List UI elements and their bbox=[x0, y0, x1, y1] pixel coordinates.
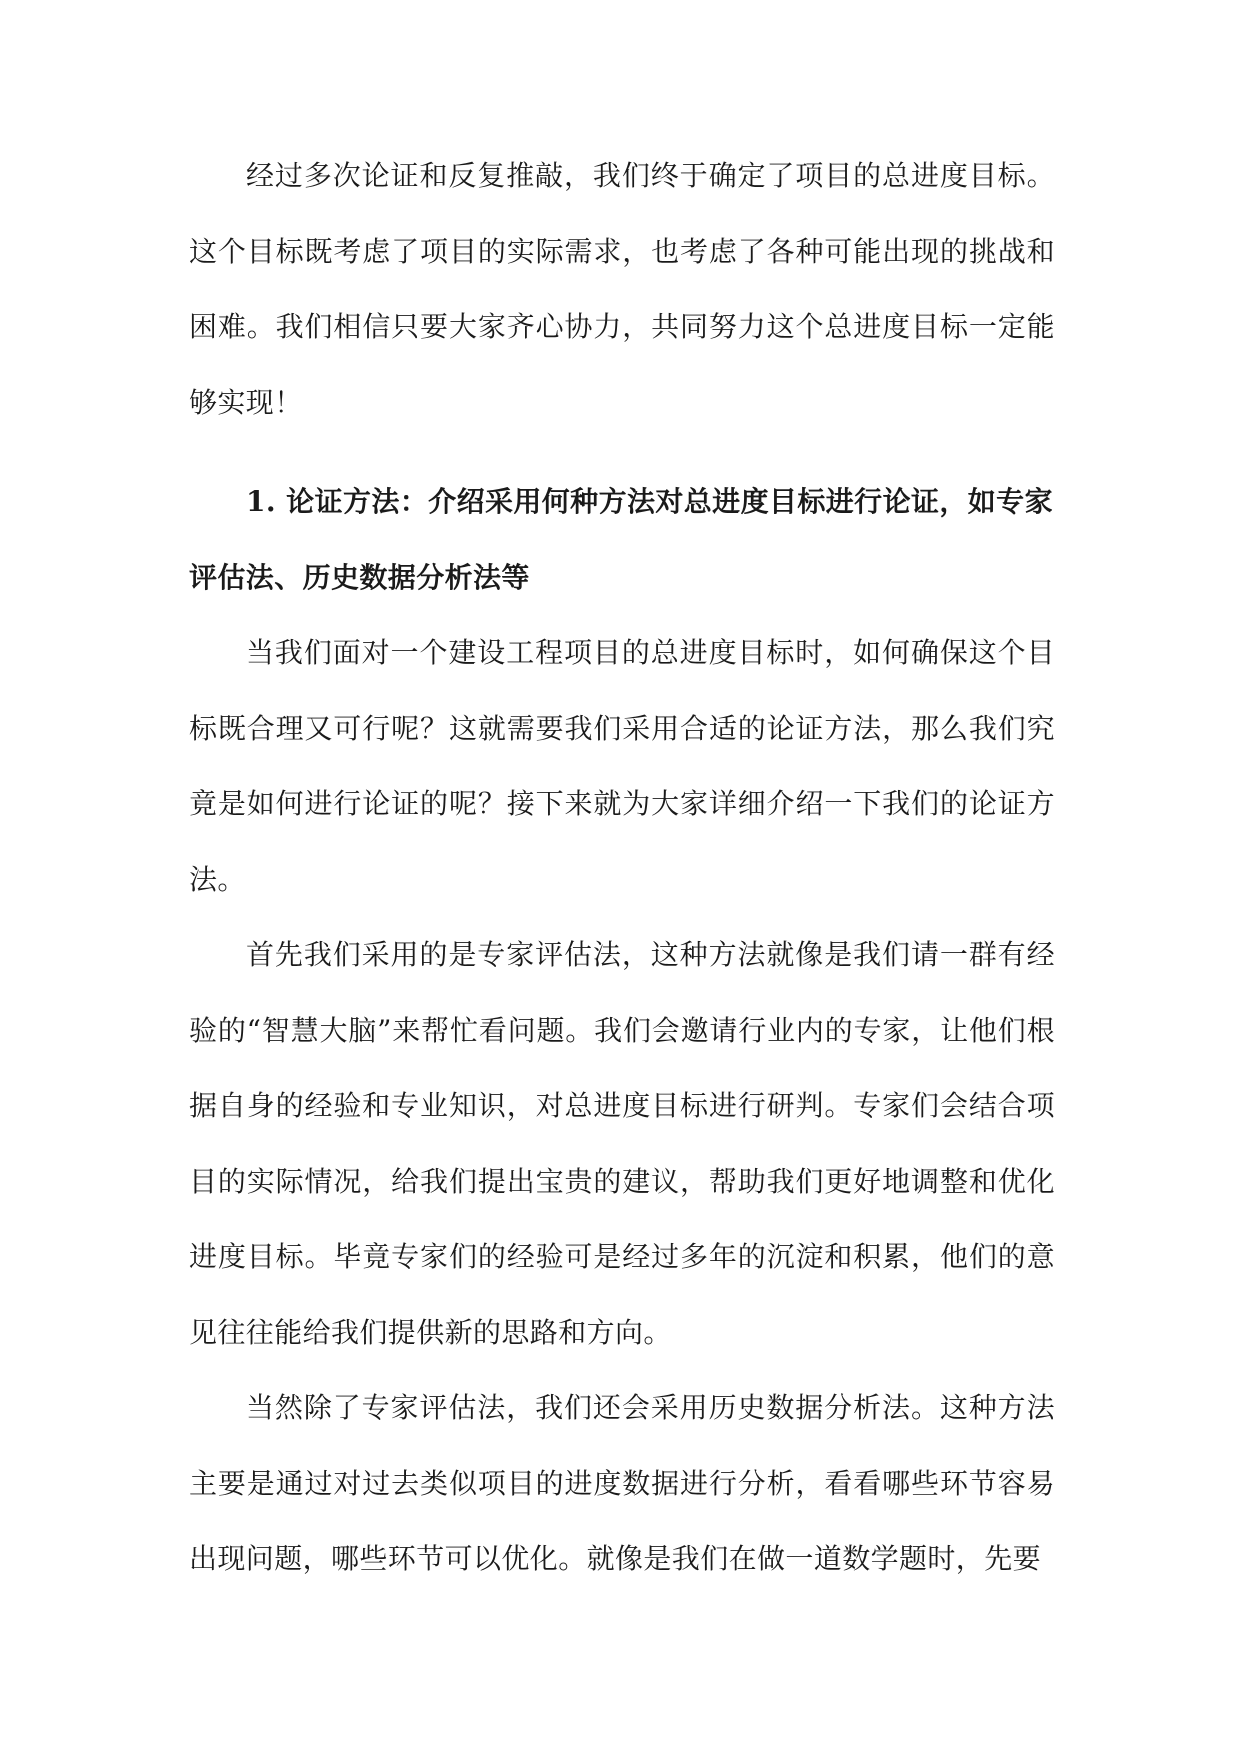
paragraph-methods-overview: 当我们面对一个建设工程项目的总进度目标时，如何确保这个目标既合理又可行呢？这就需要我们采用合适的论证方法，那么我们究竟是如何进行论证的呢？接下来就为大家详细介绍一下我们的论证方法。 bbox=[189, 636, 1055, 896]
paragraph-intro-conclusion: 经过多次论证和反复推敲，我们终于确定了项目的总进度目标。这个目标既考虑了项目的实际需求，也考虑了各种可能出现的挑战和困难。我们相信只要大家齐心协力，共同努力这个总进度目标一定能够实现！ bbox=[189, 159, 1055, 419]
paragraph-expert-evaluation: 首先我们采用的是专家评估法，这种方法就像是我们请一群有经验的“智慧大脑”来帮忙看问题。我们会邀请行业内的专家，让他们根据自身的经验和专业知识，对总进度目标进行研判。专家们会结合项目的实际情况，给我们提出宝贵的建议，帮助我们更好地调整和优化进度目标。毕竟专家们的经验可是经过多年的沉淀和积累，他们的意见往往能给我们提供新的思路和方向。 bbox=[189, 938, 1055, 1349]
section-heading-demonstration-methods: 1. 论证方法：介绍采用何种方法对总进度目标进行论证，如专家评估法、历史数据分析法等 bbox=[189, 485, 1053, 594]
paragraph-historical-data-analysis: 当然除了专家评估法，我们还会采用历史数据分析法。这种方法主要是通过对过去类似项目的进度数据进行分析，看看哪些环节容易出现问题，哪些环节可以优化。就像是我们在做一道数学题时，先要 bbox=[189, 1391, 1055, 1575]
document-body bbox=[189, 138, 1055, 1597]
